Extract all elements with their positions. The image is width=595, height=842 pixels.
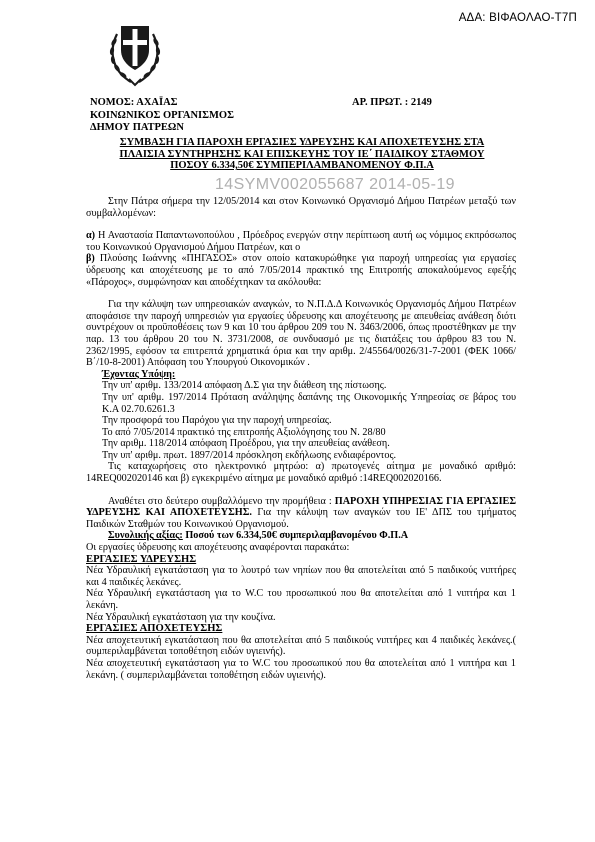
total-value-amount: Ποσού των 6.334,50€ συμπεριλαμβανομένου Φ.Π.Α	[182, 530, 409, 542]
considerations-item: Την υπ' αριθμ. 197/2014 Πρόταση ανάληψης δαπάνης της Οικονομικής Υπηρεσίας σε βάρος του Κ.Α 02.70.6261.3	[102, 391, 516, 415]
greek-coat-of-arms-icon	[107, 16, 163, 88]
considerations-item: Την αριθμ. 118/2014 απόφαση Προέδρου, για την απευθείας ανάθεση.	[102, 438, 390, 450]
protocol-number: ΑΡ. ΠΡΩΤ. : 2149	[352, 97, 432, 108]
party-b-paragraph	[86, 253, 516, 288]
assignment-scope: Για την κάλυψη των αναγκών του ΙΕ' ΔΠΣ του τμήματος Παιδικών Σταθμών του Κοινωνικού Οργανισμού.	[86, 507, 516, 530]
issuer-block	[90, 97, 234, 135]
total-value-label: Συνολικής αξίας:	[108, 530, 183, 542]
intro-paragraph: Στην Πάτρα σήμερα την 12/05/2014 και στον Κοινωνικό Οργανισμό Δήμου Πατρέων μεταξύ των συμβαλλομένων:	[86, 196, 516, 219]
total-value-line	[86, 530, 516, 542]
party-a-paragraph	[86, 230, 516, 253]
title-line: ΠΟΣΟΥ 6.334,50€ ΣΥΜΠΕΡΙΛΑΜΒΑΝΟΜΕΝΟΥ Φ.Π.Α	[170, 160, 434, 171]
water-work-item: Νέα Υδραυλική εγκατάσταση για το W.C του προσωπικού που θα αποτελείται από 1 νιπτήρα και 1 λεκάνη.	[86, 588, 516, 611]
assignment-paragraph	[86, 496, 516, 531]
having-in-view-heading: Έχοντας Υπόψη:	[102, 368, 176, 380]
sewer-work-item: Νέα αποχετευτική εγκατάσταση για το W.C του προσωπικού που θα αποτελείται από 1 νιπτήρα και 1 λεκάνη. ( συμπεριλαμβάνεται τοποθέτηση ειδών υγιεινής).	[86, 657, 516, 681]
water-work-item: Νέα Υδραυλική εγκατάσταση για το λουτρό των νηπίων που θα αποτελείται από 5 παιδικούς νιπτήρες και 4 παιδικές λεκάνες.	[86, 565, 516, 588]
registrations-paragraph: Τις καταχωρήσεις στο ηλεκτρονικό μητρώο: α) πρωτογενές αίτημα με μοναδικό αριθμό: 14REQ002020146 και β) εγκεκριμένο αίτημα με μοναδικό αριθμό :14REQ002020166.	[86, 461, 516, 485]
organization-name: ΚΟΙΝΩΝΙΚΟΣ ΟΡΓΑΝΙΣΜΟΣ	[90, 109, 234, 121]
ada-code: ΑΔΑ: ΒΙΦΑΟΛΑΟ-Τ7Π	[458, 12, 577, 24]
sewer-works-heading: ΕΡΓΑΣΙΕΣ ΑΠΟΧΕΤΕΥΣΗΣ	[86, 623, 223, 635]
main-paragraph: Για την κάλυψη των υπηρεσιακών αναγκών, το Ν.Π.Δ.Δ Κοινωνικός Οργανισμός Δήμου Πατρέων αποφάσισε την παροχή υπηρεσιών για εργασίες ύδρευσης και αποχέτευσης με απευθείας ανάθεση διότι συντρέχουν οι προϋποθέσεις των 9 και 10 του άρθρου 209 του Ν. 3463/2006, όπως προστέθηκαν με την παρ. 13 του άρθρου 20 του Ν. 3731/2008, σε συνδυασμό με τις διατάξεις του άρθρου 83 του Ν. 2362/1995, εφόσον τα επιτρεπτά χρηματικά όρια και την αριθμ. 2/45564/0026/31-7-2001 (ΦΕΚ 1066/Β΄/10-8-2001) Απόφαση του Υπουργού Οικονομικών .	[86, 299, 516, 369]
considerations-item: Την υπ' αριθμ. 133/2014 απόφαση Δ.Σ για την διάθεση της πίστωσης.	[102, 380, 387, 392]
assignment-intro: Αναθέτει στο δεύτερο συμβαλλόμενο την προμήθεια :	[108, 495, 335, 507]
title-line: ΠΛΑΙΣΙΑ ΣΥΝΤΗΡΗΣΗΣ ΚΑΙ ΕΠΙΣΚΕΥΗΣ ΤΟΥ ΙΕ΄ ΠΑΙΔΙΚΟΥ ΣΤΑΘΜΟΥ	[119, 148, 485, 160]
water-works-heading: ΕΡΓΑΣΙΕΣ ΥΔΡΕΥΣΗΣ	[86, 553, 197, 565]
party-b-label: β)	[86, 253, 95, 265]
water-work-item: Νέα Υδραυλική εγκατάσταση για την κουζίνα.	[86, 611, 276, 623]
party-a-label: α)	[86, 230, 96, 242]
party-a-text: Η Αναστασία Παπαντωνοπούλου , Πρόεδρος ενεργών στην περίπτωση αυτή ως νόμιμος εκπρόσωπος του Κοινωνικού Οργανισμού Δήμου Πατρέων, και ο	[86, 230, 516, 253]
considerations-item: Την προσφορά του Παρόχου για την παροχή υπηρεσίας.	[102, 415, 332, 427]
title-line: ΣΥΜΒΑΣΗ ΓΙΑ ΠΑΡΟΧΗ ΕΡΓΑΣΙΕΣ ΥΔΡΕΥΣΗΣ ΚΑΙ ΑΠΟΧΕΤΕΥΣΗΣ ΣΤΑ	[119, 137, 485, 148]
contract-body	[86, 196, 516, 681]
considerations-item: Το από 7/05/2014 πρακτικό της επιτροπής Αξιολόγησης του Ν. 28/80	[102, 426, 386, 438]
nomos-label: ΝΟΜΟΣ: ΑΧΑΪΑΣ	[90, 97, 178, 108]
assignment-service: ΠΑΡΟΧΗ ΥΠΗΡΕΣΙΑΣ ΓΙΑ ΕΡΓΑΣΙΕΣ ΥΔΡΕΥΣΗΣ ΚΑΙ ΑΠΟΧΕΤΕΥΣΗΣ.	[86, 495, 516, 519]
party-b-text: Πλούσης Ιωάννης «ΠΗΓΑΣΟΣ» στον οποίο κατακυρώθηκε για παροχή υπηρεσίας για εργασίες ύδρευσης και αποχέτευσης με το από 7/05/2014 πρακτικό της Επιτροπής αποκαλούμενος εφεξής «Πάροχος», συμφώνησαν και αποδέχτηκαν τα ακόλουθα:	[86, 253, 516, 288]
considerations-item: Την υπ' αριθμ. πρωτ. 1897/2014 πρόσκληση εκδήλωσης ενδιαφέροντος.	[102, 449, 397, 461]
municipality-name: ΔΗΜΟΥ ΠΑΤΡΕΩΝ	[90, 122, 184, 133]
contract-title	[88, 137, 516, 172]
registry-stamp: 14SYMV002055687 2014-05-19	[215, 176, 455, 193]
works-intro: Οι εργασίες ύδρευσης και αποχέτευσης αναφέρονται παρακάτω:	[86, 542, 350, 554]
sewer-work-item: Νέα αποχετευτική εγκατάσταση που θα αποτελείται από 5 παιδικούς νιπτήρες και 4 παιδικές λεκάνες.( συμπεριλαμβάνεται τοποθέτηση ειδών υγιεινής).	[86, 634, 516, 658]
